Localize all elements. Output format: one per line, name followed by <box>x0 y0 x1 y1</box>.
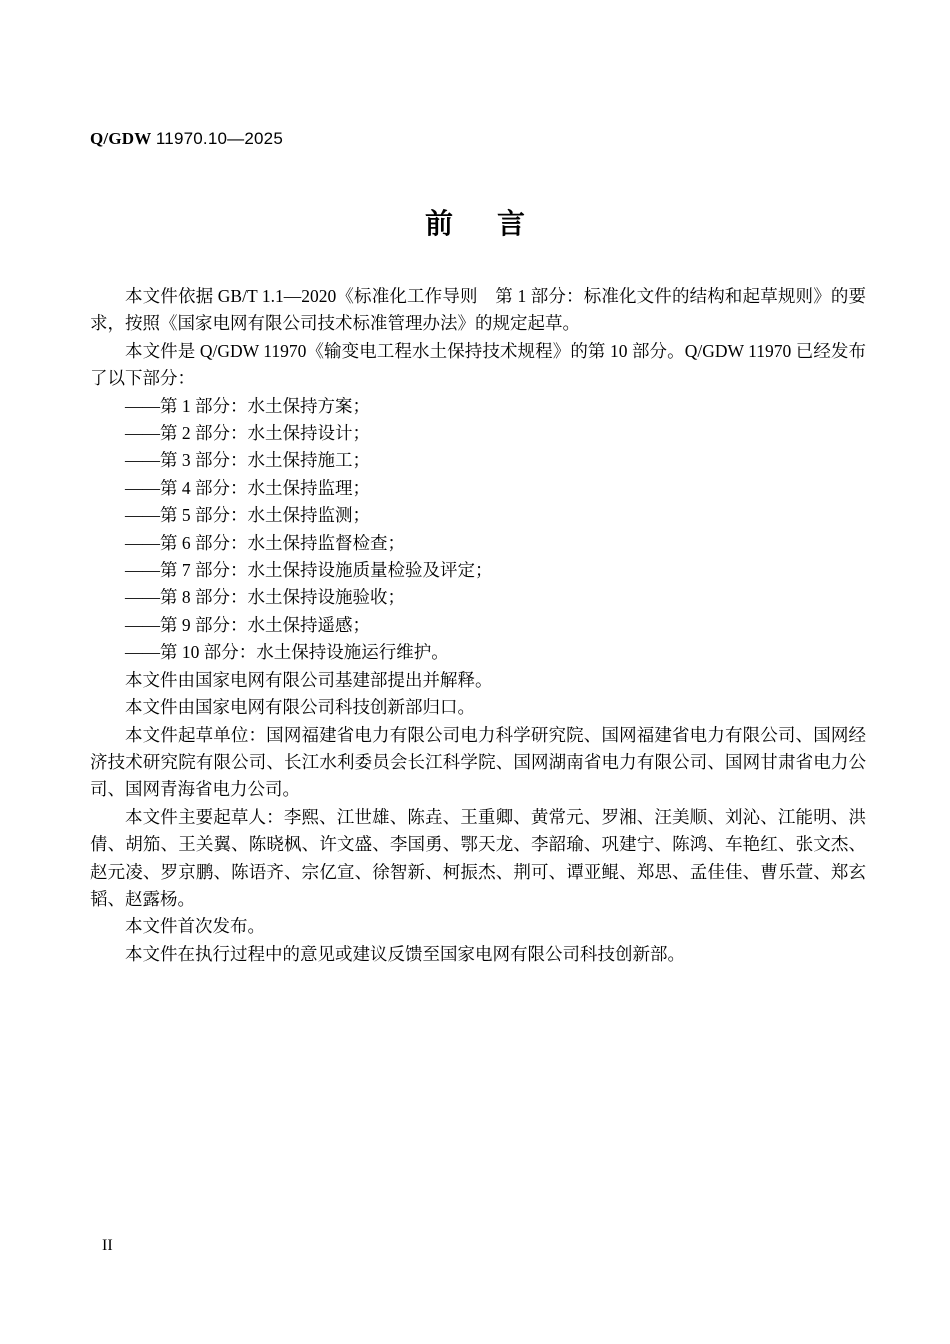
document-number-value: 11970.10—2025 <box>155 129 283 148</box>
foreword-paragraph: 本文件起草单位：国网福建省电力有限公司电力科学研究院、国网福建省电力有限公司、国网经济技术研究院有限公司、长江水利委员会长江科学院、国网湖南省电力有限公司、国网甘肃省电力公司、国网青海省电力公司。 <box>90 724 866 800</box>
foreword-paragraph: ——第 6 部分：水土保持监督检查； <box>125 532 405 553</box>
foreword-paragraph: ——第 2 部分：水土保持设计； <box>125 423 370 444</box>
foreword-paragraph: 本文件由国家电网有限公司基建部提出并解释。 <box>125 669 493 690</box>
document-number <box>90 129 283 149</box>
foreword-paragraph: 本文件首次发布。 <box>125 916 265 937</box>
foreword-title: 前 言 <box>424 208 533 239</box>
foreword-paragraph: ——第 8 部分：水土保持设施验收； <box>125 587 405 608</box>
foreword-paragraph: ——第 4 部分：水土保持监理； <box>125 477 370 498</box>
foreword-body <box>90 283 866 968</box>
foreword-paragraph: ——第 9 部分：水土保持遥感； <box>125 614 370 635</box>
document-number-prefix: Q/GDW <box>90 129 152 148</box>
foreword-paragraph: ——第 5 部分：水土保持监测； <box>125 505 370 526</box>
foreword-paragraph: 本文件依据 GB/T 1.1—2020《标准化工作导则 第 1 部分：标准化文件的结构和起草规则》的要求，按照《国家电网有限公司技术标准管理办法》的规定起草。 <box>90 286 866 334</box>
foreword-paragraph: 本文件在执行过程中的意见或建议反馈至国家电网有限公司科技创新部。 <box>125 943 685 964</box>
foreword-paragraph: 本文件是 Q/GDW 11970《输变电工程水土保持技术规程》的第 10 部分。Q/GDW 11970 已经发布了以下部分： <box>90 340 866 389</box>
foreword-paragraph: 本文件主要起草人：李熙、江世雄、陈垚、王重卿、黄常元、罗湘、汪美顺、刘沁、江能明、洪倩、胡笳、王关翼、陈晓枫、许文盛、李国勇、鄂天龙、李韶瑜、巩建宁、陈鸿、车艳红、张文杰、赵元凌、罗京鹏、陈语齐、宗亿宣、徐智新、柯振杰、荆可、谭亚鲲、郑思、孟佳佳、曹乐萱、郑玄韬、赵露杨。 <box>90 806 866 909</box>
foreword-paragraph: ——第 1 部分：水土保持方案； <box>125 395 370 416</box>
foreword-paragraph: ——第 10 部分：水土保持设施运行维护。 <box>125 642 449 663</box>
foreword-paragraph: ——第 3 部分：水土保持施工； <box>125 450 370 471</box>
foreword-paragraph: ——第 7 部分：水土保持设施质量检验及评定； <box>125 560 493 581</box>
foreword-paragraph: 本文件由国家电网有限公司科技创新部归口。 <box>125 697 475 718</box>
page-number: II <box>102 1237 113 1254</box>
